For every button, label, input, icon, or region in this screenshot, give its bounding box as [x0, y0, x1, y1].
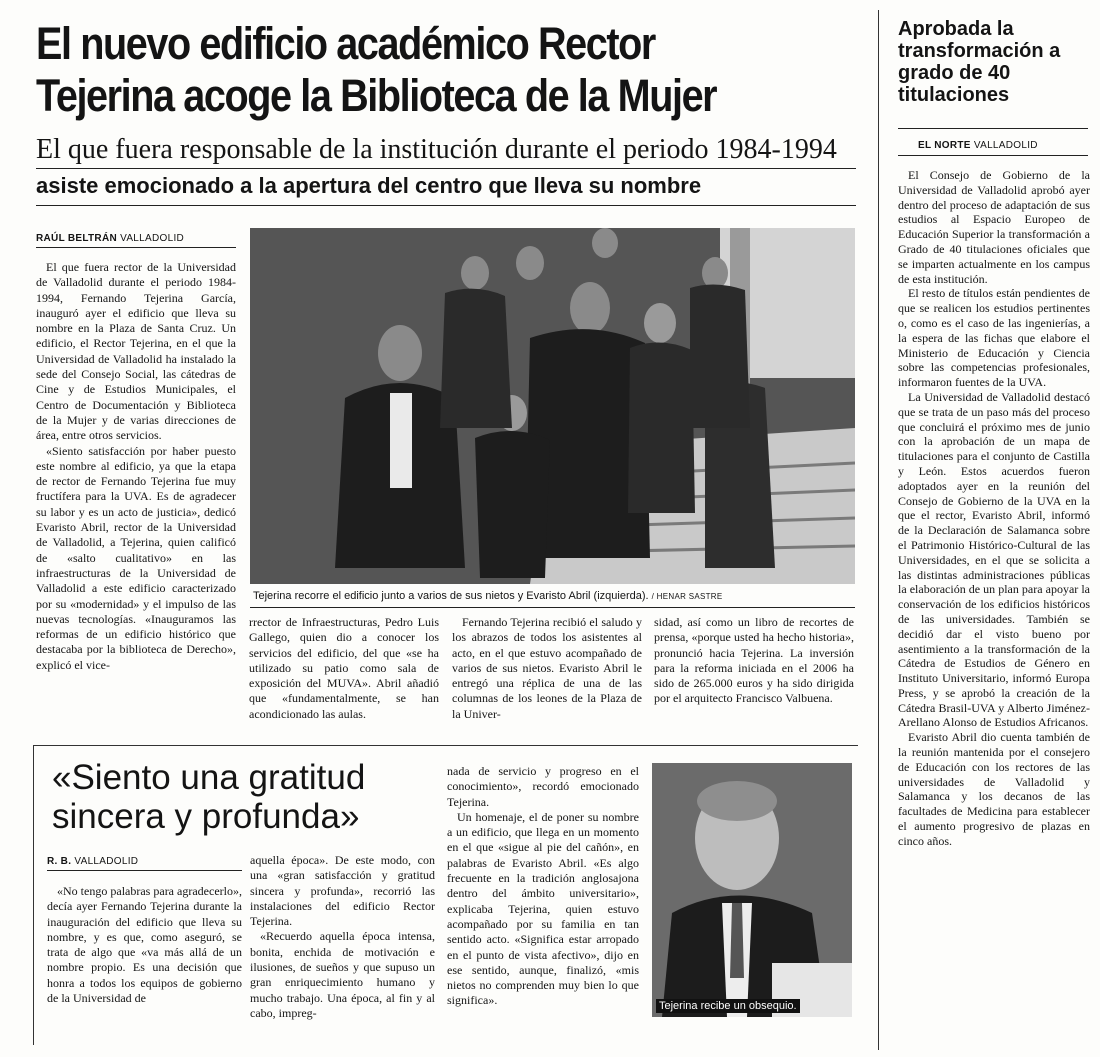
main-column-1 — [36, 260, 236, 673]
box-left-rule — [33, 745, 34, 1045]
box-photo-image — [652, 763, 852, 1017]
sidebar-body — [898, 168, 1090, 849]
caption-text: Tejerina recorre el edificio junto a varios de sus nietos y Evaristo Abril (izquierda). — [253, 590, 649, 602]
sidebar-title-rule — [898, 128, 1088, 129]
main-paragraph: Fernando Tejerina recibió el saludo y los abrazos de todos los asistentes al acto, en el que estuvo acompañado de varios de sus nietos. Evaristo Abril le entregó una réplica de una de las columnas de los leones de la Plaza de la Univer- — [452, 615, 642, 721]
sidebar-paragraph: Evaristo Abril dio cuenta también de la reunión mantenida por el consejero de Educación con los rectores de las universidades de Valladolid y Salamanca y los decanos de las facultades de Medicina para establecer el aumento progresivo de plazas en cinco años. — [898, 730, 1090, 848]
sidebar-byline-author: EL NORTE — [918, 140, 971, 151]
box-column-1 — [47, 884, 242, 1006]
headline-line-2: Tejerina acoge la Biblioteca de la Mujer — [36, 70, 717, 121]
sidebar-divider — [878, 10, 879, 1050]
headline — [36, 18, 749, 122]
sidebar-byline-place: VALLADOLID — [973, 140, 1038, 151]
main-column-4 — [654, 615, 854, 707]
box-byline — [47, 856, 242, 867]
box-byline-author: R. B. — [47, 856, 72, 867]
byline-rule — [36, 247, 236, 248]
byline-place: VALLADOLID — [120, 233, 185, 244]
sidebar-title: Aprobada la transformación a grado de 40 titulaciones — [898, 18, 1061, 106]
box-column-3 — [447, 764, 639, 1009]
box-byline-place: VALLADOLID — [74, 856, 139, 867]
main-photo — [250, 228, 855, 584]
dek-rule — [36, 205, 856, 206]
sidebar-byline — [918, 140, 1088, 151]
dek: asiste emocionado a la apertura del centro que lleva su nombre — [36, 173, 702, 198]
subhead-rule — [36, 168, 856, 169]
main-photo-image — [250, 228, 855, 584]
main-photo-caption — [253, 590, 723, 602]
box-paragraph: «No tengo palabras para agradecerlo», decía ayer Fernando Tejerina durante la inauguración del edificio que lleva su nombre, y es que, como aseguró, se trata de algo que «va más allá de un nombre propio. Es una decisión que honra a todos los equipos de gobierno de la Universidad de — [47, 884, 242, 1006]
main-paragraph: «Siento satisfacción por haber puesto este nombre al edificio, ya que la etapa de rector de Fernando Tejerina fue muy fructífera para la UVA. Es de agradecer su labor y es un acto de justicia», dedicó Evaristo Abril, rector de la Universidad de Valladolid, a Tejerina, quien calificó de «salto cualitativo» en las infraestructuras de la Universidad de Valladolid a este edificio caracterizado por su «modernidad» y el impulso de las nuevas tecnologías. «Inauguramos las reformas de un edificio histórico que destacaba por la biblioteca de Derecho», explicó el vice- — [36, 443, 236, 672]
sidebar-byline-rule — [898, 155, 1088, 156]
box-photo-caption: Tejerina recibe un obsequio. — [656, 999, 800, 1013]
box-paragraph: «Recuerdo aquella época intensa, bonita, enchida de motivación e ilusiones, de sueños y que supuso un gran enriquecimiento humano y mucho trabajo. Una época, al fin y al cabo, impreg- — [250, 929, 435, 1020]
box-top-rule — [33, 745, 858, 746]
main-column-2 — [249, 615, 439, 722]
byline — [36, 233, 236, 244]
sidebar-paragraph: La Universidad de Valladolid destacó que se trata de un paso más del proceso que concluirá el próximo mes de junio con la aprobación de un mapa de titulaciones para el conjunto de Castilla y León. Estos acuerdos fueron adoptados ayer en la reunión del Consejo de Gobierno de la UVA en la que el rector, Evaristo Abril, informó de la Declaración de Salamanca sobre el Patrimonio Histórico-Cultural de las Universidades, en el que se solicita a las distintas administraciones públicas la elaboración de un plan para apoyar la conservación de los edificios históricos de las universidades. También se decidió dar el visto bueno por asentimiento a la transformación de la Cátedra de Estudios de Género en Instituto Universitario, informó Europa Press, y se aprobó la creación de la Cátedra Brasil-UVA y Alberto Jiménez-Arellano Alonso de Estudios Africanos. — [898, 389, 1090, 730]
box-column-2 — [250, 853, 435, 1021]
box-photo — [652, 763, 852, 1017]
subheadline: El que fuera responsable de la institución durante el periodo 1984-1994 — [36, 134, 837, 165]
sidebar-paragraph: El resto de títulos están pendientes de que se realicen los estudios pertinentes o, como es el caso de las ingenierías, a la espera de las fichas que elabore el Ministerio de Educación y Ciencia sobre las competencias profesionales, informaron fuentes de la UVA. — [898, 286, 1090, 390]
main-paragraph: sidad, así como un libro de recortes de prensa, «porque usted ha hecho historia», pronunció hacia Tejerina. La inversión para la reforma iniciada en el 2006 ha sido de 265.000 euros y ha sido dirigida por el arquitecto Francisco Valbuena. — [654, 615, 854, 706]
byline-author: RAÚL BELTRÁN — [36, 233, 118, 244]
sidebar-paragraph: El Consejo de Gobierno de la Universidad de Valladolid aprobó ayer dentro del proceso de adaptación de sus estudios al Espacio Europeo de Educación Superior la transformación a Grado de 40 titulaciones oficiales que se imparten actualmente en los campus de esta institución. — [898, 168, 1090, 286]
main-paragraph: rrector de Infraestructuras, Pedro Luis Gallego, quien dio a conocer los servicios del edificio, del que «se ha utilizado su patio como sala de exposición del MUVA». Abril añadió que «fundamentalmente, se han acondicionado las aulas. — [249, 615, 439, 721]
box-byline-rule — [47, 870, 242, 871]
box-paragraph: Un homenaje, el de poner su nombre a un edificio, que llega en un momento en el que «sigue al pie del cañón», en palabras de Evaristo Abril. «Es algo frecuente en la tradición anglosajona dentro del ámbito universitario», explicaba Tejerina, quien estuvo acompañado por su familia en tan sentido acto. «Significa estar arropado en el punto de vista afectivo», dijo en ese sentido, aunque, finalizó, «mis nietos no comprenden muy bien lo que significa». — [447, 809, 639, 1008]
main-column-3 — [452, 615, 642, 722]
box-paragraph: nada de servicio y progreso en el conocimiento», recordó emocionado Tejerina. — [447, 764, 639, 809]
box-title: «Siento una gratitud sincera y profunda» — [52, 758, 366, 836]
box-paragraph: aquella época». De este modo, con una «gran satisfacción y gratitud sincera y profunda», recorrió las instalaciones del edificio Rector Tejerina. — [250, 853, 435, 929]
main-paragraph: El que fuera rector de la Universidad de Valladolid durante el periodo 1984-1994, Fernando Tejerina García, inauguró ayer el edificio que lleva su nombre en la Plaza de Santa Cruz. Un edificio, el Rector Tejerina, en el que la Universidad de Valladolid ha instalado la sede del Consejo Social, las cátedras de Cine y de Estudios Municipales, el Centro de Documentación y Biblioteca de la Mujer y de varias direcciones de área, entre otros servicios. — [36, 260, 236, 443]
photo-credit: / HENAR SASTRE — [651, 592, 723, 601]
headline-line-1: El nuevo edificio académico Rector — [36, 18, 655, 69]
caption-rule — [250, 607, 855, 608]
